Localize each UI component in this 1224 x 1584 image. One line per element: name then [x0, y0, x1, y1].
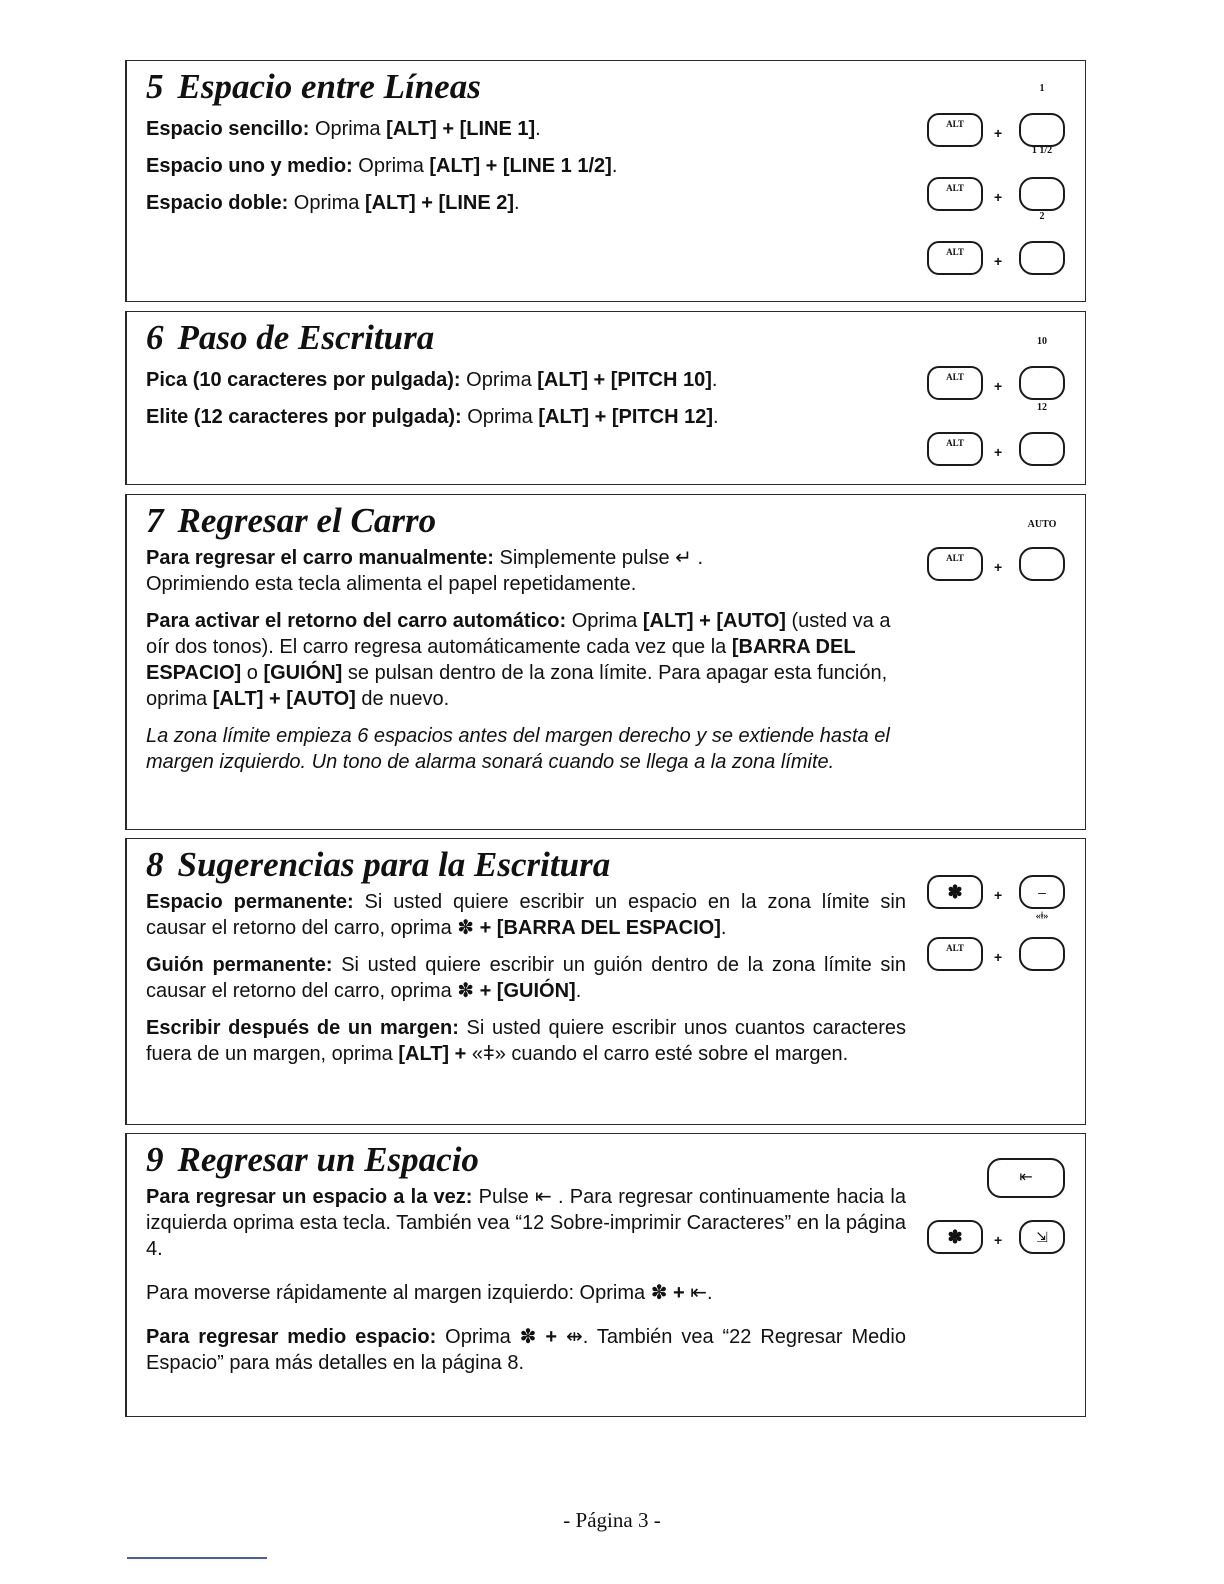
section-number: 9 [146, 1140, 164, 1179]
section-backspace [125, 1133, 1086, 1417]
plus-icon: + [994, 253, 1003, 269]
section-content [146, 1134, 906, 1376]
paragraph-text: Para moverse rápidamente al margen izquierdo: Oprima [146, 1282, 651, 1304]
paragraph-keys: [GUIÓN] [263, 662, 343, 684]
paragraph-permanent-hyphen [146, 952, 906, 1004]
plus-icon: + [994, 559, 1003, 575]
key-top-label: «ǂ» [1035, 911, 1049, 922]
footer-divider [127, 1557, 267, 1559]
section-content [146, 839, 906, 1067]
paragraph-end: cuando el carro esté sobre el margen. [505, 1043, 849, 1065]
key-combo-pitch-10 [927, 336, 1065, 400]
line-label: Pica (10 caracteres por pulgada): [146, 369, 461, 391]
paragraph-text: se pulsan dentro de la zona límite. Para apagar esta función, oprima [146, 662, 888, 710]
line-key-icon [1019, 177, 1065, 211]
line-keys: [ALT] + [LINE 1] [386, 118, 536, 140]
line-single-spacing [146, 111, 906, 148]
line-label: Espacio doble: [146, 192, 289, 214]
paragraph-text: Si usted quiere escribir un espacio en la zona límite sin causar el retorno del carro, oprima [146, 891, 907, 939]
key-top-label: AUTO [1027, 519, 1057, 530]
plus-icon: + [994, 887, 1003, 903]
section-number: 6 [146, 318, 164, 357]
key-top-label: 1 [1039, 83, 1045, 94]
page-footer: - Página 3 - [563, 1508, 661, 1532]
code-key-icon: ✽ [927, 1220, 983, 1254]
backspace-key-icon: ⇤ [987, 1158, 1065, 1198]
section-content [146, 312, 906, 436]
paragraph-beyond-margin [146, 1015, 906, 1067]
key-combo-code-space [927, 863, 1065, 909]
line-label: Elite (12 caracteres por pulgada): [146, 406, 462, 428]
key-top-label: 1 1/2 [1031, 145, 1053, 156]
alt-key-icon: ALT [927, 547, 983, 581]
paragraph-half-space [146, 1324, 906, 1376]
paragraph-text: o [241, 662, 264, 684]
plus-icon: + [994, 444, 1003, 460]
key-top-label: 12 [1037, 402, 1047, 413]
section-title [146, 845, 906, 885]
key-diagram [927, 312, 1065, 482]
code-key-icon: ✽ [927, 875, 983, 909]
key-combo-line-2 [927, 211, 1065, 275]
alt-key-icon: ALT [927, 366, 983, 400]
line-label: Espacio uno y medio: [146, 155, 353, 177]
line-text: Oprima [288, 192, 365, 214]
key-top-label: 10 [1037, 336, 1047, 347]
paragraph-end: . [575, 980, 582, 1002]
line-one-and-half-spacing [146, 148, 906, 185]
key-combo-code-half-backspace [927, 1208, 1065, 1254]
line-text: Oprima [460, 369, 538, 391]
paragraph-text: Si usted quiere escribir un guión dentro de la zona límite sin causar el retorno del carro, oprima [146, 954, 907, 1002]
paragraph-backspace-once [146, 1184, 906, 1262]
key-combo-line-1-half [927, 145, 1065, 211]
paragraph-text: Oprimiendo esta tecla alimenta el papel repetidamente. [146, 573, 637, 595]
half-backspace-icon: ⇹ [565, 1326, 583, 1348]
section-pitch [125, 311, 1086, 485]
paragraph-label: Para activar el retorno del carro automático: [146, 610, 567, 632]
pitch-key-icon [1019, 366, 1065, 400]
paragraph-manual-return [146, 545, 906, 597]
plus-icon: + [994, 1232, 1003, 1248]
paragraph-label: Espacio permanente: [146, 891, 354, 913]
section-title [146, 1140, 906, 1180]
hyphen-key-icon: – [1019, 875, 1065, 909]
paragraph-keys: ✽ + [GUIÓN] [457, 980, 576, 1002]
section-line-spacing [125, 60, 1086, 302]
plus-icon: + [994, 125, 1003, 141]
line-end: . [611, 155, 618, 177]
alt-key-icon: ALT [927, 937, 983, 971]
key-combo-auto [927, 519, 1065, 581]
section-title [146, 318, 906, 358]
paragraph-text: Oprima [566, 610, 643, 632]
line-key-icon [1019, 113, 1065, 147]
paragraph-left-margin [146, 1280, 906, 1306]
key-diagram [927, 1134, 1065, 1264]
section-title [146, 67, 906, 107]
alt-key-icon: ALT [927, 113, 983, 147]
line-text: Oprima [352, 155, 430, 177]
paragraph-permanent-space [146, 889, 906, 941]
key-combo-pitch-12 [927, 402, 1065, 466]
pitch-key-icon [1019, 432, 1065, 466]
section-title-text: Regresar un Espacio [177, 1140, 479, 1179]
paragraph-keys: ✽ + [519, 1326, 566, 1348]
half-backspace-key-icon: ⇲ [1019, 1220, 1065, 1254]
section-title-text: Espacio entre Líneas [177, 67, 481, 106]
section-number: 7 [146, 501, 164, 540]
section-content [146, 495, 906, 775]
paragraph-keys: ✽ + [650, 1282, 691, 1304]
line-text: Oprima [309, 118, 387, 140]
line-double-spacing [146, 185, 906, 222]
paragraph-text: . También vea “22 Regresar Medio Espacio” para más detalles en la página 8. [146, 1326, 906, 1374]
paragraph-keys: [BARRA DEL ESPACIO] [146, 636, 856, 684]
paragraph-note: La zona límite empieza 6 espacios antes del margen derecho y se extiende hasta el margen izquierdo. Un tono de alarma sonará cuando se llega a la zona límite. [146, 725, 890, 773]
key-diagram [927, 61, 1065, 301]
section-carriage-return [125, 494, 1086, 830]
alt-key-icon: ALT [927, 241, 983, 275]
line-label: Espacio sencillo: [146, 118, 310, 140]
paragraph-keys: [ALT] + [398, 1043, 472, 1065]
paragraph-keys: ✽ + [BARRA DEL ESPACIO] [457, 917, 721, 939]
plus-icon: + [994, 949, 1003, 965]
plus-icon: + [994, 378, 1003, 394]
paragraph-label: Guión permanente: [146, 954, 333, 976]
paragraph-text: Oprima [436, 1326, 520, 1348]
backspace-icon: ⇤ [534, 1186, 552, 1208]
margin-release-icon: «ǂ» [471, 1043, 506, 1065]
alt-key-icon: ALT [927, 432, 983, 466]
section-typing-tips [125, 838, 1086, 1125]
paragraph-auto-return [146, 608, 906, 712]
paragraph-keys: [ALT] + [AUTO] [642, 610, 786, 632]
key-combo-line-1 [927, 83, 1065, 147]
line-keys: [ALT] + [PITCH 10] [537, 369, 712, 391]
key-combo-margin-release [927, 911, 1065, 971]
auto-key-icon [1019, 547, 1065, 581]
line-end: . [711, 369, 718, 391]
paragraph-end: . [691, 547, 704, 569]
paragraph-text: . Para regresar continuamente hacia la izquierda oprima esta tecla. También vea “12 Sobre-imprimir Caracteres” en la página 4. [146, 1186, 906, 1260]
return-key-icon: ↵ [675, 547, 692, 569]
paragraph-label: Para regresar medio espacio: [146, 1326, 437, 1348]
line-keys: [ALT] + [PITCH 12] [538, 406, 713, 428]
section-title-text: Paso de Escritura [177, 318, 435, 357]
line-text: Oprima [461, 406, 539, 428]
paragraph-text: Simplemente pulse [493, 547, 676, 569]
line-end: . [514, 192, 520, 214]
paragraph-keys: [ALT] + [AUTO] [212, 688, 356, 710]
paragraph-text: Pulse [472, 1186, 535, 1208]
line-end: . [713, 406, 719, 428]
line-keys: [ALT] + [LINE 2] [364, 192, 514, 214]
section-number: 5 [146, 67, 164, 106]
section-number: 8 [146, 845, 164, 884]
plus-icon: + [994, 189, 1003, 205]
line-key-icon [1019, 241, 1065, 275]
section-title [146, 501, 906, 541]
paragraph-end: de nuevo. [355, 688, 450, 710]
line-elite [146, 399, 906, 436]
paragraph-end: . [707, 1282, 713, 1304]
margin-release-key-icon [1019, 937, 1065, 971]
line-keys: [ALT] + [LINE 1 1/2] [429, 155, 612, 177]
section-title-text: Regresar el Carro [177, 501, 437, 540]
paragraph-label: Para regresar un espacio a la vez: [146, 1186, 473, 1208]
paragraph-end: . [720, 917, 727, 939]
paragraph-text: Si usted quiere escribir unos cuantos caracteres fuera de un margen, oprima [146, 1017, 906, 1065]
paragraph-label: Escribir después de un margen: [146, 1017, 459, 1039]
key-top-label: 2 [1039, 211, 1045, 222]
line-pica [146, 362, 906, 399]
line-end: . [535, 118, 541, 140]
key-diagram [927, 839, 1065, 999]
paragraph-text: (usted va a oír dos tonos). El carro regresa automáticamente cada vez que la [146, 610, 891, 658]
backspace-icon: ⇤ [690, 1282, 708, 1304]
key-diagram [927, 495, 1065, 615]
paragraph-label: Para regresar el carro manualmente: [146, 547, 494, 569]
alt-key-icon: ALT [927, 177, 983, 211]
section-content [146, 61, 906, 222]
section-title-text: Sugerencias para la Escritura [177, 845, 611, 884]
